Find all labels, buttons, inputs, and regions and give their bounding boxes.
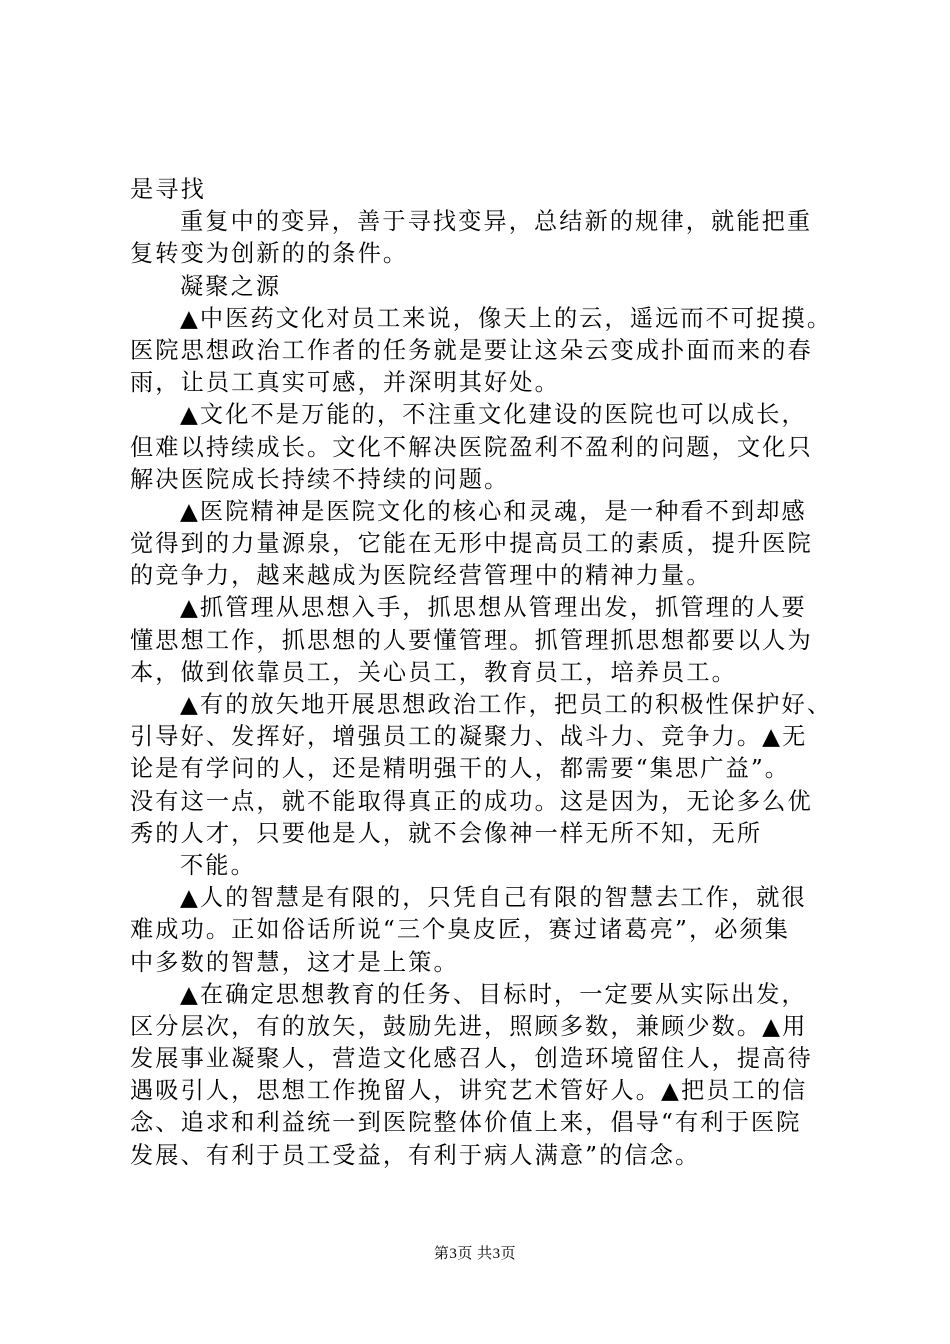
text-line: 论是有学问的人，还是精明强干的人，都需要“集思广益”。 [130, 755, 791, 783]
text-line: 但难以持续成长。文化不解决医院盈利不盈利的问题，文化只 [130, 433, 813, 461]
text-line: 秀的人才，只要他是人，就不会像神一样无所不知，无所 [130, 819, 763, 847]
text-line: 医院思想政治工作者的任务就是要让这朵云变成扑面而来的春 [130, 336, 813, 364]
text-line: 不能。 [180, 851, 256, 879]
text-line: 本，做到依靠员工，关心员工，教育员工，培养员工。 [130, 658, 737, 686]
page-footer: 第3页 共3页 [433, 1246, 517, 1262]
text-line: 解决医院成长持续不持续的问题。 [130, 465, 510, 493]
text-line: 是寻找 [130, 176, 206, 203]
text-line: ▲医院精神是医院文化的核心和灵魂，是一种看不到却感 [180, 497, 807, 525]
text-line: 发展、有利于员工受益，有利于病人满意”的信念。 [130, 1141, 701, 1169]
text-line: ▲抓管理从思想入手，抓思想从管理出发，抓管理的人要 [180, 594, 807, 622]
text-line: 的竞争力，越来越成为医院经营管理中的精神力量。 [130, 562, 712, 590]
text-line: 遇吸引人，思想工作挽留人，讲究艺术管好人。▲把员工的信 [130, 1077, 808, 1105]
text-line: 懂思想工作，抓思想的人要懂管理。抓管理抓思想都要以人为 [130, 626, 813, 654]
text-line: ▲文化不是万能的，不注重文化建设的医院也可以成长， [180, 401, 807, 429]
text-line: ▲人的智慧是有限的，只凭自己有限的智慧去工作，就很 [180, 884, 807, 912]
text-line: 没有这一点，就不能取得真正的成功。这是因为，无论多么优 [130, 787, 813, 815]
text-line: ▲中医药文化对员工来说，像天上的云，遥远而不可捉摸。 [180, 304, 833, 332]
text-line: ▲在确定思想教育的任务、目标时，一定要从实际出发， [180, 980, 807, 1008]
text-line: 区分层次，有的放矢，鼓励先进，照顾多数，兼顾少数。▲用 [130, 1012, 808, 1040]
text-line: 觉得到的力量源泉，它能在无形中提高员工的素质，提升医院 [130, 530, 813, 558]
text-line: 中多数的智慧，这才是上策。 [130, 948, 459, 976]
text-line: 雨，让员工真实可感，并深明其好处。 [130, 369, 560, 397]
text-line: ▲有的放矢地开展思想政治工作，把员工的积极性保护好、 [180, 691, 833, 718]
text-line: 引导好、发挥好，增强员工的凝聚力、战斗力、竞争力。▲无 [130, 723, 808, 751]
text-line: 发展事业凝聚人，营造文化感召人，创造环境留住人，提高待 [130, 1045, 813, 1073]
text-line: 凝聚之源 [180, 272, 282, 300]
text-line: 念、追求和利益统一到医院整体价值上来，倡导“有利于医院 [130, 1109, 802, 1137]
text-line: 复转变为创新的的条件。 [130, 240, 409, 268]
document-body [130, 174, 840, 1172]
text-line: 重复中的变异，善于寻找变异，总结新的规律，就能把重 [180, 208, 813, 236]
text-line: 难成功。正如俗话所说“三个臭皮匠，赛过诸葛亮”，必须集 [130, 916, 791, 944]
